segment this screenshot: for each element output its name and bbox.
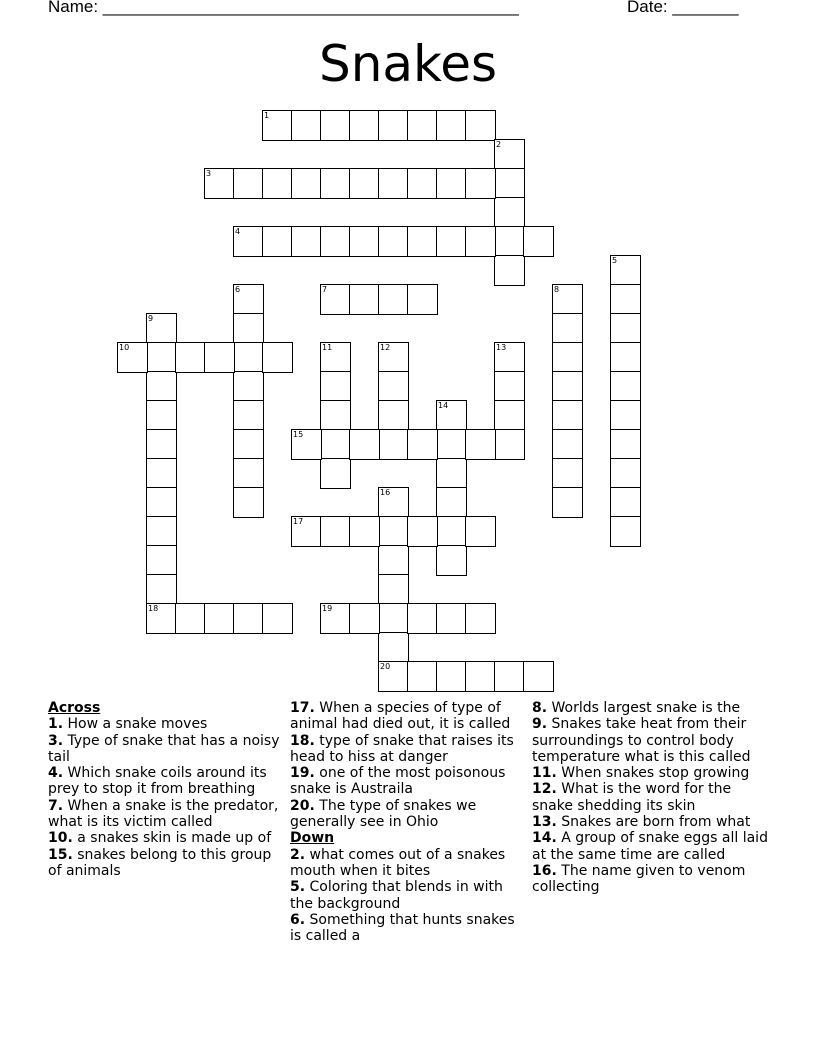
grid-cell[interactable] xyxy=(436,110,467,141)
grid-cell[interactable] xyxy=(407,661,438,692)
grid-cell[interactable] xyxy=(291,226,322,257)
grid-cell[interactable] xyxy=(407,429,438,460)
clue-across-1: 1. How a snake moves xyxy=(48,716,208,733)
grid-cell[interactable] xyxy=(378,574,409,605)
grid-cell[interactable] xyxy=(378,284,409,315)
grid-cell[interactable] xyxy=(291,110,322,141)
grid-cell[interactable] xyxy=(233,342,264,373)
grid-cell[interactable] xyxy=(378,429,409,460)
grid-cell[interactable] xyxy=(378,516,409,547)
grid-cell[interactable] xyxy=(233,603,264,634)
grid-cell[interactable] xyxy=(146,400,177,431)
grid-cell[interactable] xyxy=(146,574,177,605)
grid-cell[interactable] xyxy=(233,168,264,199)
grid-cell[interactable] xyxy=(610,458,641,489)
grid-cell[interactable] xyxy=(552,487,583,518)
clue-across-4: 4. Which snake coils around its prey to stop it from breathing xyxy=(48,765,267,798)
grid-cell[interactable] xyxy=(320,429,351,460)
grid-cell[interactable] xyxy=(378,603,409,634)
grid-cell[interactable] xyxy=(407,226,438,257)
across-heading: Across xyxy=(48,700,101,716)
grid-cell[interactable] xyxy=(610,429,641,460)
grid-cell[interactable] xyxy=(320,516,351,547)
grid-cell[interactable] xyxy=(552,313,583,344)
grid-cell[interactable] xyxy=(407,516,438,547)
grid-cell[interactable] xyxy=(349,110,380,141)
clues-column-2 xyxy=(290,700,528,944)
grid-cell[interactable] xyxy=(320,342,351,373)
grid-cell[interactable] xyxy=(494,197,525,228)
grid-cell[interactable] xyxy=(233,458,264,489)
grid-cell[interactable] xyxy=(407,110,438,141)
grid-cell[interactable] xyxy=(494,371,525,402)
grid-cell[interactable] xyxy=(146,342,177,373)
clues-column-3 xyxy=(532,700,770,896)
grid-cell[interactable] xyxy=(552,400,583,431)
grid-cell[interactable] xyxy=(378,545,409,576)
clue-number: 13 xyxy=(496,343,507,352)
grid-cell[interactable] xyxy=(233,371,264,402)
grid-cell[interactable] xyxy=(436,429,467,460)
grid-cell[interactable] xyxy=(552,429,583,460)
grid-cell[interactable] xyxy=(378,632,409,663)
grid-cell[interactable] xyxy=(233,400,264,431)
grid-cell[interactable] xyxy=(146,371,177,402)
grid-cell[interactable] xyxy=(465,110,496,141)
grid-cell[interactable] xyxy=(378,226,409,257)
grid-cell[interactable] xyxy=(117,342,148,373)
grid-cell[interactable] xyxy=(146,458,177,489)
clue-down-14: 14. A group of snake eggs all laid at the same time are called xyxy=(532,830,768,863)
grid-cell[interactable] xyxy=(146,487,177,518)
clue-across-17: 17. When a species of type of animal had died out, it is called xyxy=(290,700,511,733)
grid-cell[interactable] xyxy=(465,603,496,634)
grid-cell[interactable] xyxy=(233,313,264,344)
clue-across-15: 15. snakes belong to this group of animals xyxy=(48,846,272,879)
grid-cell[interactable] xyxy=(378,487,409,518)
grid-cell[interactable] xyxy=(320,371,351,402)
grid-cell[interactable] xyxy=(610,400,641,431)
clue-number: 11 xyxy=(322,343,333,352)
grid-cell[interactable] xyxy=(436,400,467,431)
grid-cell[interactable] xyxy=(378,400,409,431)
clue-number: 16 xyxy=(380,488,391,497)
grid-cell[interactable] xyxy=(494,168,525,199)
grid-cell[interactable] xyxy=(349,429,380,460)
clue-down-11: 11. When snakes stop growing xyxy=(532,765,750,782)
clue-down-13: 13. Snakes are born from what xyxy=(532,814,751,831)
grid-cell[interactable] xyxy=(436,458,467,489)
grid-cell[interactable] xyxy=(465,168,496,199)
grid-cell[interactable] xyxy=(494,429,525,460)
grid-cell[interactable] xyxy=(378,168,409,199)
clue-number: 19 xyxy=(322,604,333,613)
grid-cell[interactable] xyxy=(436,226,467,257)
clue-down-8: 8. Worlds largest snake is the xyxy=(532,700,741,716)
grid-cell[interactable] xyxy=(494,139,525,170)
grid-cell[interactable] xyxy=(320,284,351,315)
grid-cell[interactable] xyxy=(436,603,467,634)
clue-number: 12 xyxy=(380,343,391,352)
grid-cell[interactable] xyxy=(494,400,525,431)
clue-number: 4 xyxy=(235,227,241,236)
grid-cell[interactable] xyxy=(233,226,264,257)
grid-cell[interactable] xyxy=(175,342,206,373)
grid-cell[interactable] xyxy=(494,255,525,286)
clue-down-12: 12. What is the word for the snake shedding its skin xyxy=(532,781,732,814)
grid-cell[interactable] xyxy=(378,110,409,141)
grid-cell[interactable] xyxy=(349,516,380,547)
clue-number: 20 xyxy=(380,662,391,671)
grid-cell[interactable] xyxy=(146,516,177,547)
grid-cell[interactable] xyxy=(262,603,293,634)
clue-across-18: 18. type of snake that raises its head to hiss at danger xyxy=(290,732,514,765)
grid-cell[interactable] xyxy=(465,516,496,547)
grid-cell[interactable] xyxy=(204,168,235,199)
grid-cell[interactable] xyxy=(320,400,351,431)
grid-cell[interactable] xyxy=(233,429,264,460)
grid-cell[interactable] xyxy=(552,342,583,373)
grid-cell[interactable] xyxy=(320,226,351,257)
grid-cell[interactable] xyxy=(610,516,641,547)
grid-cell[interactable] xyxy=(610,487,641,518)
grid-cell[interactable] xyxy=(465,661,496,692)
grid-cell[interactable] xyxy=(349,226,380,257)
grid-cell[interactable] xyxy=(494,342,525,373)
clue-number: 17 xyxy=(293,517,304,526)
clue-number: 2 xyxy=(496,140,502,149)
clue-across-20: 20. The type of snakes we generally see in Ohio xyxy=(290,797,477,831)
grid-cell[interactable] xyxy=(494,226,525,257)
grid-cell[interactable] xyxy=(320,168,351,199)
grid-cell[interactable] xyxy=(204,603,235,634)
grid-cell[interactable] xyxy=(291,168,322,199)
grid-cell[interactable] xyxy=(610,313,641,344)
grid-cell[interactable] xyxy=(552,284,583,315)
clue-across-19: 19. one of the most poisonous snake is Austraila xyxy=(290,765,506,798)
date-field: Date: _______ xyxy=(627,0,739,16)
clue-number: 8 xyxy=(554,285,560,294)
grid-cell[interactable] xyxy=(262,168,293,199)
grid-cell[interactable] xyxy=(436,487,467,518)
clue-across-3: 3. Type of snake that has a noisy tail xyxy=(48,732,280,765)
grid-cell[interactable] xyxy=(146,603,177,634)
grid-cell[interactable] xyxy=(552,371,583,402)
grid-cell[interactable] xyxy=(407,168,438,199)
grid-cell[interactable] xyxy=(349,603,380,634)
grid-cell[interactable] xyxy=(523,226,554,257)
grid-cell[interactable] xyxy=(610,371,641,402)
grid-cell[interactable] xyxy=(262,342,293,373)
grid-cell[interactable] xyxy=(320,458,351,489)
grid-cell[interactable] xyxy=(146,313,177,344)
grid-cell[interactable] xyxy=(291,516,322,547)
grid-cell[interactable] xyxy=(378,342,409,373)
grid-cell[interactable] xyxy=(378,661,409,692)
grid-cell[interactable] xyxy=(436,516,467,547)
grid-cell[interactable] xyxy=(610,284,641,315)
clue-down-9: 9. Snakes take heat from their surroundings to control body temperature what is this called xyxy=(532,716,751,765)
grid-cell[interactable] xyxy=(378,371,409,402)
grid-cell[interactable] xyxy=(436,545,467,576)
grid-cell[interactable] xyxy=(610,342,641,373)
name-field: Name: ____________________________________________ xyxy=(48,0,519,16)
down-heading: Down xyxy=(290,830,335,847)
grid-cell[interactable] xyxy=(523,661,554,692)
clue-number: 15 xyxy=(293,430,304,439)
grid-cell[interactable] xyxy=(204,342,235,373)
grid-cell[interactable] xyxy=(465,429,496,460)
puzzle-title: Snakes xyxy=(318,35,498,93)
clue-number: 6 xyxy=(235,285,241,294)
clue-number: 18 xyxy=(148,604,159,613)
grid-cell[interactable] xyxy=(262,226,293,257)
clue-number: 9 xyxy=(148,314,154,323)
grid-cell[interactable] xyxy=(349,284,380,315)
grid-cell[interactable] xyxy=(436,168,467,199)
grid-cell[interactable] xyxy=(407,603,438,634)
clue-across-7: 7. When a snake is the predator, what is its victim called xyxy=(48,797,279,831)
clue-across-10: 10. a snakes skin is made up of xyxy=(48,830,272,847)
clue-number: 14 xyxy=(438,401,449,410)
clue-down-5: 5. Coloring that blends in with the background xyxy=(290,879,503,912)
clue-number: 1 xyxy=(264,111,270,120)
grid-cell[interactable] xyxy=(291,429,322,460)
grid-cell[interactable] xyxy=(233,284,264,315)
grid-cell[interactable] xyxy=(465,226,496,257)
grid-cell[interactable] xyxy=(175,603,206,634)
grid-cell[interactable] xyxy=(436,661,467,692)
grid-cell[interactable] xyxy=(146,545,177,576)
grid-cell[interactable] xyxy=(146,429,177,460)
grid-cell[interactable] xyxy=(494,661,525,692)
grid-cell[interactable] xyxy=(349,168,380,199)
clue-down-2: 2. what comes out of a snakes mouth when it bites xyxy=(290,846,506,879)
clues-column-1 xyxy=(48,700,286,879)
clue-number: 7 xyxy=(322,285,328,294)
grid-cell[interactable] xyxy=(320,603,351,634)
clue-number: 5 xyxy=(612,256,618,265)
clue-down-16: 16. The name given to venom collecting xyxy=(532,862,746,896)
grid-cell[interactable] xyxy=(262,110,293,141)
grid-cell[interactable] xyxy=(610,255,641,286)
clue-number: 10 xyxy=(119,343,130,352)
clue-number: 3 xyxy=(206,169,212,178)
clue-down-6: 6. Something that hunts snakes is called a xyxy=(290,911,515,945)
grid-cell[interactable] xyxy=(552,458,583,489)
grid-cell[interactable] xyxy=(407,284,438,315)
grid-cell[interactable] xyxy=(233,487,264,518)
grid-cell[interactable] xyxy=(320,110,351,141)
